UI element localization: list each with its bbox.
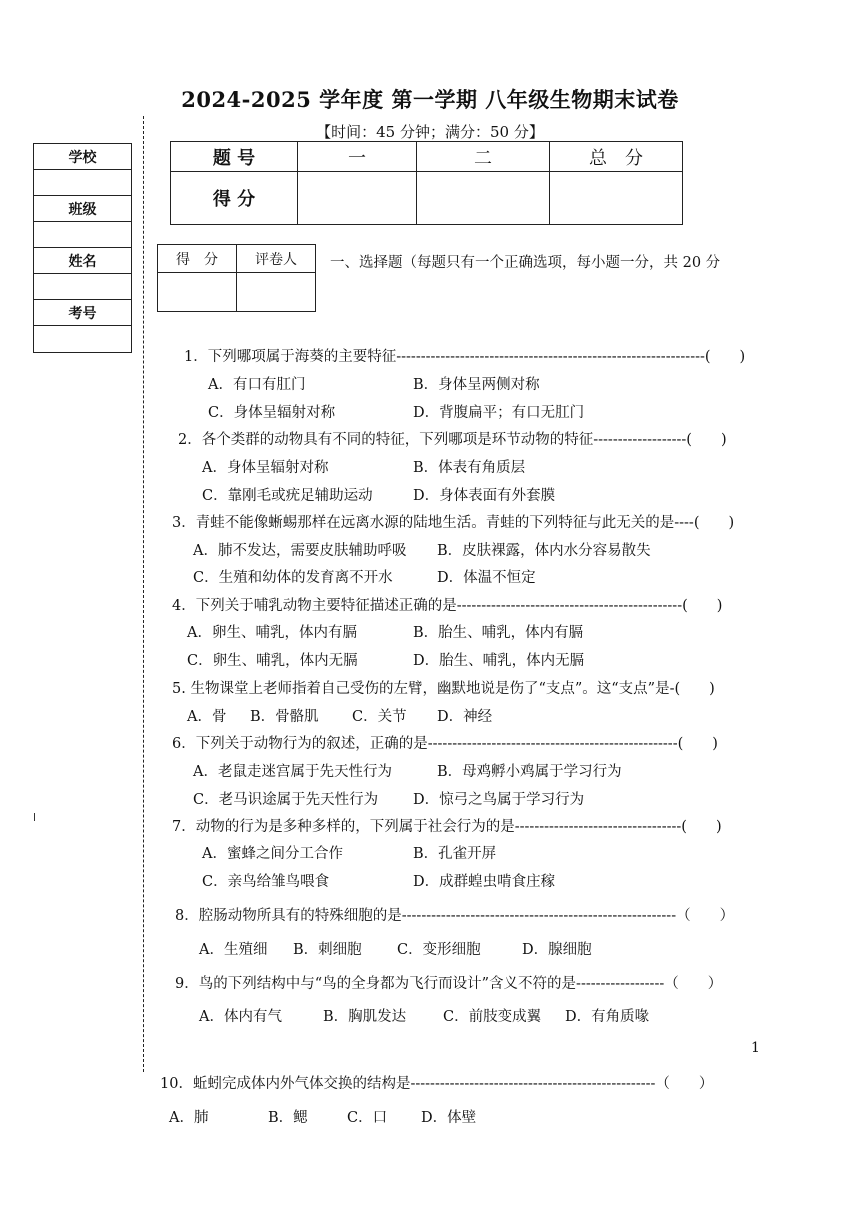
- option[interactable]: A．卵生、哺乳，体内有膈: [187, 625, 357, 641]
- question-stem: 6．下列关于动物行为的叙述，正确的是---------------------------------------------------( ): [172, 736, 718, 752]
- option[interactable]: B．骨骼肌: [250, 709, 319, 725]
- option[interactable]: C．口: [347, 1110, 388, 1126]
- option[interactable]: A．肺不发达，需要皮肤辅助呼吸: [193, 543, 407, 559]
- question-stem: 2．各个类群的动物具有不同的特征，下列哪项是环节动物的特征-------------------( ): [178, 432, 727, 448]
- student-info-box: [33, 143, 132, 353]
- info-label-class: 班级: [34, 196, 131, 222]
- option[interactable]: A．身体呈辐射对称: [202, 460, 329, 476]
- option[interactable]: B．胎生、哺乳，体内有膈: [413, 625, 584, 641]
- exam-subtitle: 【时间：45 分钟；满分：50 分】: [316, 123, 544, 141]
- grader-header-grader: 评卷人: [237, 245, 316, 273]
- option[interactable]: D．腺细胞: [522, 942, 592, 958]
- section-title: 一、选择题（每题只有一个正确选项，每小题一分，共 20 分: [330, 255, 721, 271]
- score-header-part2: 二: [417, 142, 550, 172]
- option[interactable]: A．骨: [187, 709, 227, 725]
- option[interactable]: B．胸肌发达: [323, 1009, 407, 1025]
- option[interactable]: C．亲鸟给雏鸟喂食: [202, 874, 330, 890]
- info-label-id: 考号: [34, 300, 131, 326]
- option[interactable]: C．关节: [352, 709, 407, 725]
- option[interactable]: C．身体呈辐射对称: [208, 405, 336, 421]
- option[interactable]: C．老马识途属于先天性行为: [193, 792, 379, 808]
- option[interactable]: C．靠刚毛或疣足辅助运动: [202, 488, 373, 504]
- binding-line: [143, 116, 144, 1072]
- option[interactable]: D．体壁: [421, 1110, 477, 1126]
- score-row-label: 得 分: [171, 172, 298, 225]
- option[interactable]: B．皮肤裸露，体内水分容易散失: [437, 543, 651, 559]
- option[interactable]: B．母鸡孵小鸡属于学习行为: [437, 764, 622, 780]
- info-field-id[interactable]: [34, 326, 131, 352]
- option[interactable]: B．体表有角质层: [413, 460, 526, 476]
- info-label-name: 姓名: [34, 248, 131, 274]
- info-field-school[interactable]: [34, 170, 131, 196]
- grader-cell-score[interactable]: [158, 273, 237, 312]
- option[interactable]: A．体内有气: [199, 1009, 282, 1025]
- page-number: 1: [751, 1040, 760, 1056]
- option[interactable]: D．背腹扁平；有口无肛门: [413, 405, 585, 421]
- option[interactable]: C．卵生、哺乳，体内无膈: [187, 653, 358, 669]
- info-field-class[interactable]: [34, 222, 131, 248]
- question-stem: 5. 生物课堂上老师指着自己受伤的左臂，幽默地说是伤了“支点”。这“支点”是-( ): [172, 681, 715, 697]
- option[interactable]: A．肺: [169, 1110, 209, 1126]
- info-label-school: 学校: [34, 144, 131, 170]
- option[interactable]: D．有角质喙: [565, 1009, 650, 1025]
- score-cell-part2[interactable]: [417, 172, 550, 225]
- question-stem: 8．腔肠动物所具有的特殊细胞的是--------------------------------------------------------（ ）: [175, 908, 735, 924]
- option[interactable]: D．惊弓之鸟属于学习行为: [413, 792, 585, 808]
- question-stem: 3．青蛙不能像蜥蜴那样在远离水源的陆地生活。青蛙的下列特征与此无关的是----( ): [172, 515, 735, 531]
- question-stem: 4．下列关于哺乳动物主要特征描述正确的是----------------------------------------------( ): [172, 598, 723, 614]
- option[interactable]: A．有口有肛门: [208, 377, 306, 393]
- question-stem: 7．动物的行为是多种多样的，下列属于社会行为的是----------------------------------( ): [172, 819, 722, 835]
- option[interactable]: B．身体呈两侧对称: [413, 377, 540, 393]
- score-table: [170, 141, 683, 225]
- question-stem: 10．蚯蚓完成体内外气体交换的结构是--------------------------------------------------（ ）: [160, 1076, 714, 1092]
- score-cell-total[interactable]: [550, 172, 683, 225]
- option[interactable]: B．刺细胞: [293, 942, 362, 958]
- margin-mark: [34, 813, 35, 821]
- grader-table: [157, 244, 316, 312]
- option[interactable]: B．鳃: [268, 1110, 308, 1126]
- exam-title: 2024-2025 学年度 第一学期 八年级生物期末试卷: [181, 87, 679, 112]
- option[interactable]: D．成群蝗虫啃食庄稼: [413, 874, 556, 890]
- grader-header-score: 得 分: [158, 245, 237, 273]
- option[interactable]: B．孔雀开屏: [413, 846, 497, 862]
- option[interactable]: A．生殖细: [199, 942, 268, 958]
- info-field-name[interactable]: [34, 274, 131, 300]
- score-cell-part1[interactable]: [298, 172, 417, 225]
- option[interactable]: D．体温不恒定: [437, 570, 536, 586]
- option[interactable]: D．神经: [437, 709, 493, 725]
- question-stem: 9．鸟的下列结构中与“鸟的全身都为飞行而设计”含义不符的是------------------（ ）: [175, 976, 723, 992]
- option[interactable]: C．生殖和幼体的发育离不开水: [193, 570, 393, 586]
- option[interactable]: D．胎生、哺乳，体内无膈: [413, 653, 585, 669]
- option[interactable]: C．变形细胞: [397, 942, 481, 958]
- question-stem: 1．下列哪项属于海葵的主要特征---------------------------------------------------------------( ): [184, 349, 746, 365]
- option[interactable]: A．蜜蜂之间分工合作: [202, 846, 343, 862]
- option[interactable]: C．前肢变成翼: [443, 1009, 542, 1025]
- score-header-total: 总 分: [550, 142, 683, 172]
- score-header-part1: 一: [298, 142, 417, 172]
- option[interactable]: A．老鼠走迷宫属于先天性行为: [193, 764, 392, 780]
- grader-cell-grader[interactable]: [237, 273, 316, 312]
- score-header-item: 题 号: [171, 142, 298, 172]
- option[interactable]: D．身体表面有外套膜: [413, 488, 556, 504]
